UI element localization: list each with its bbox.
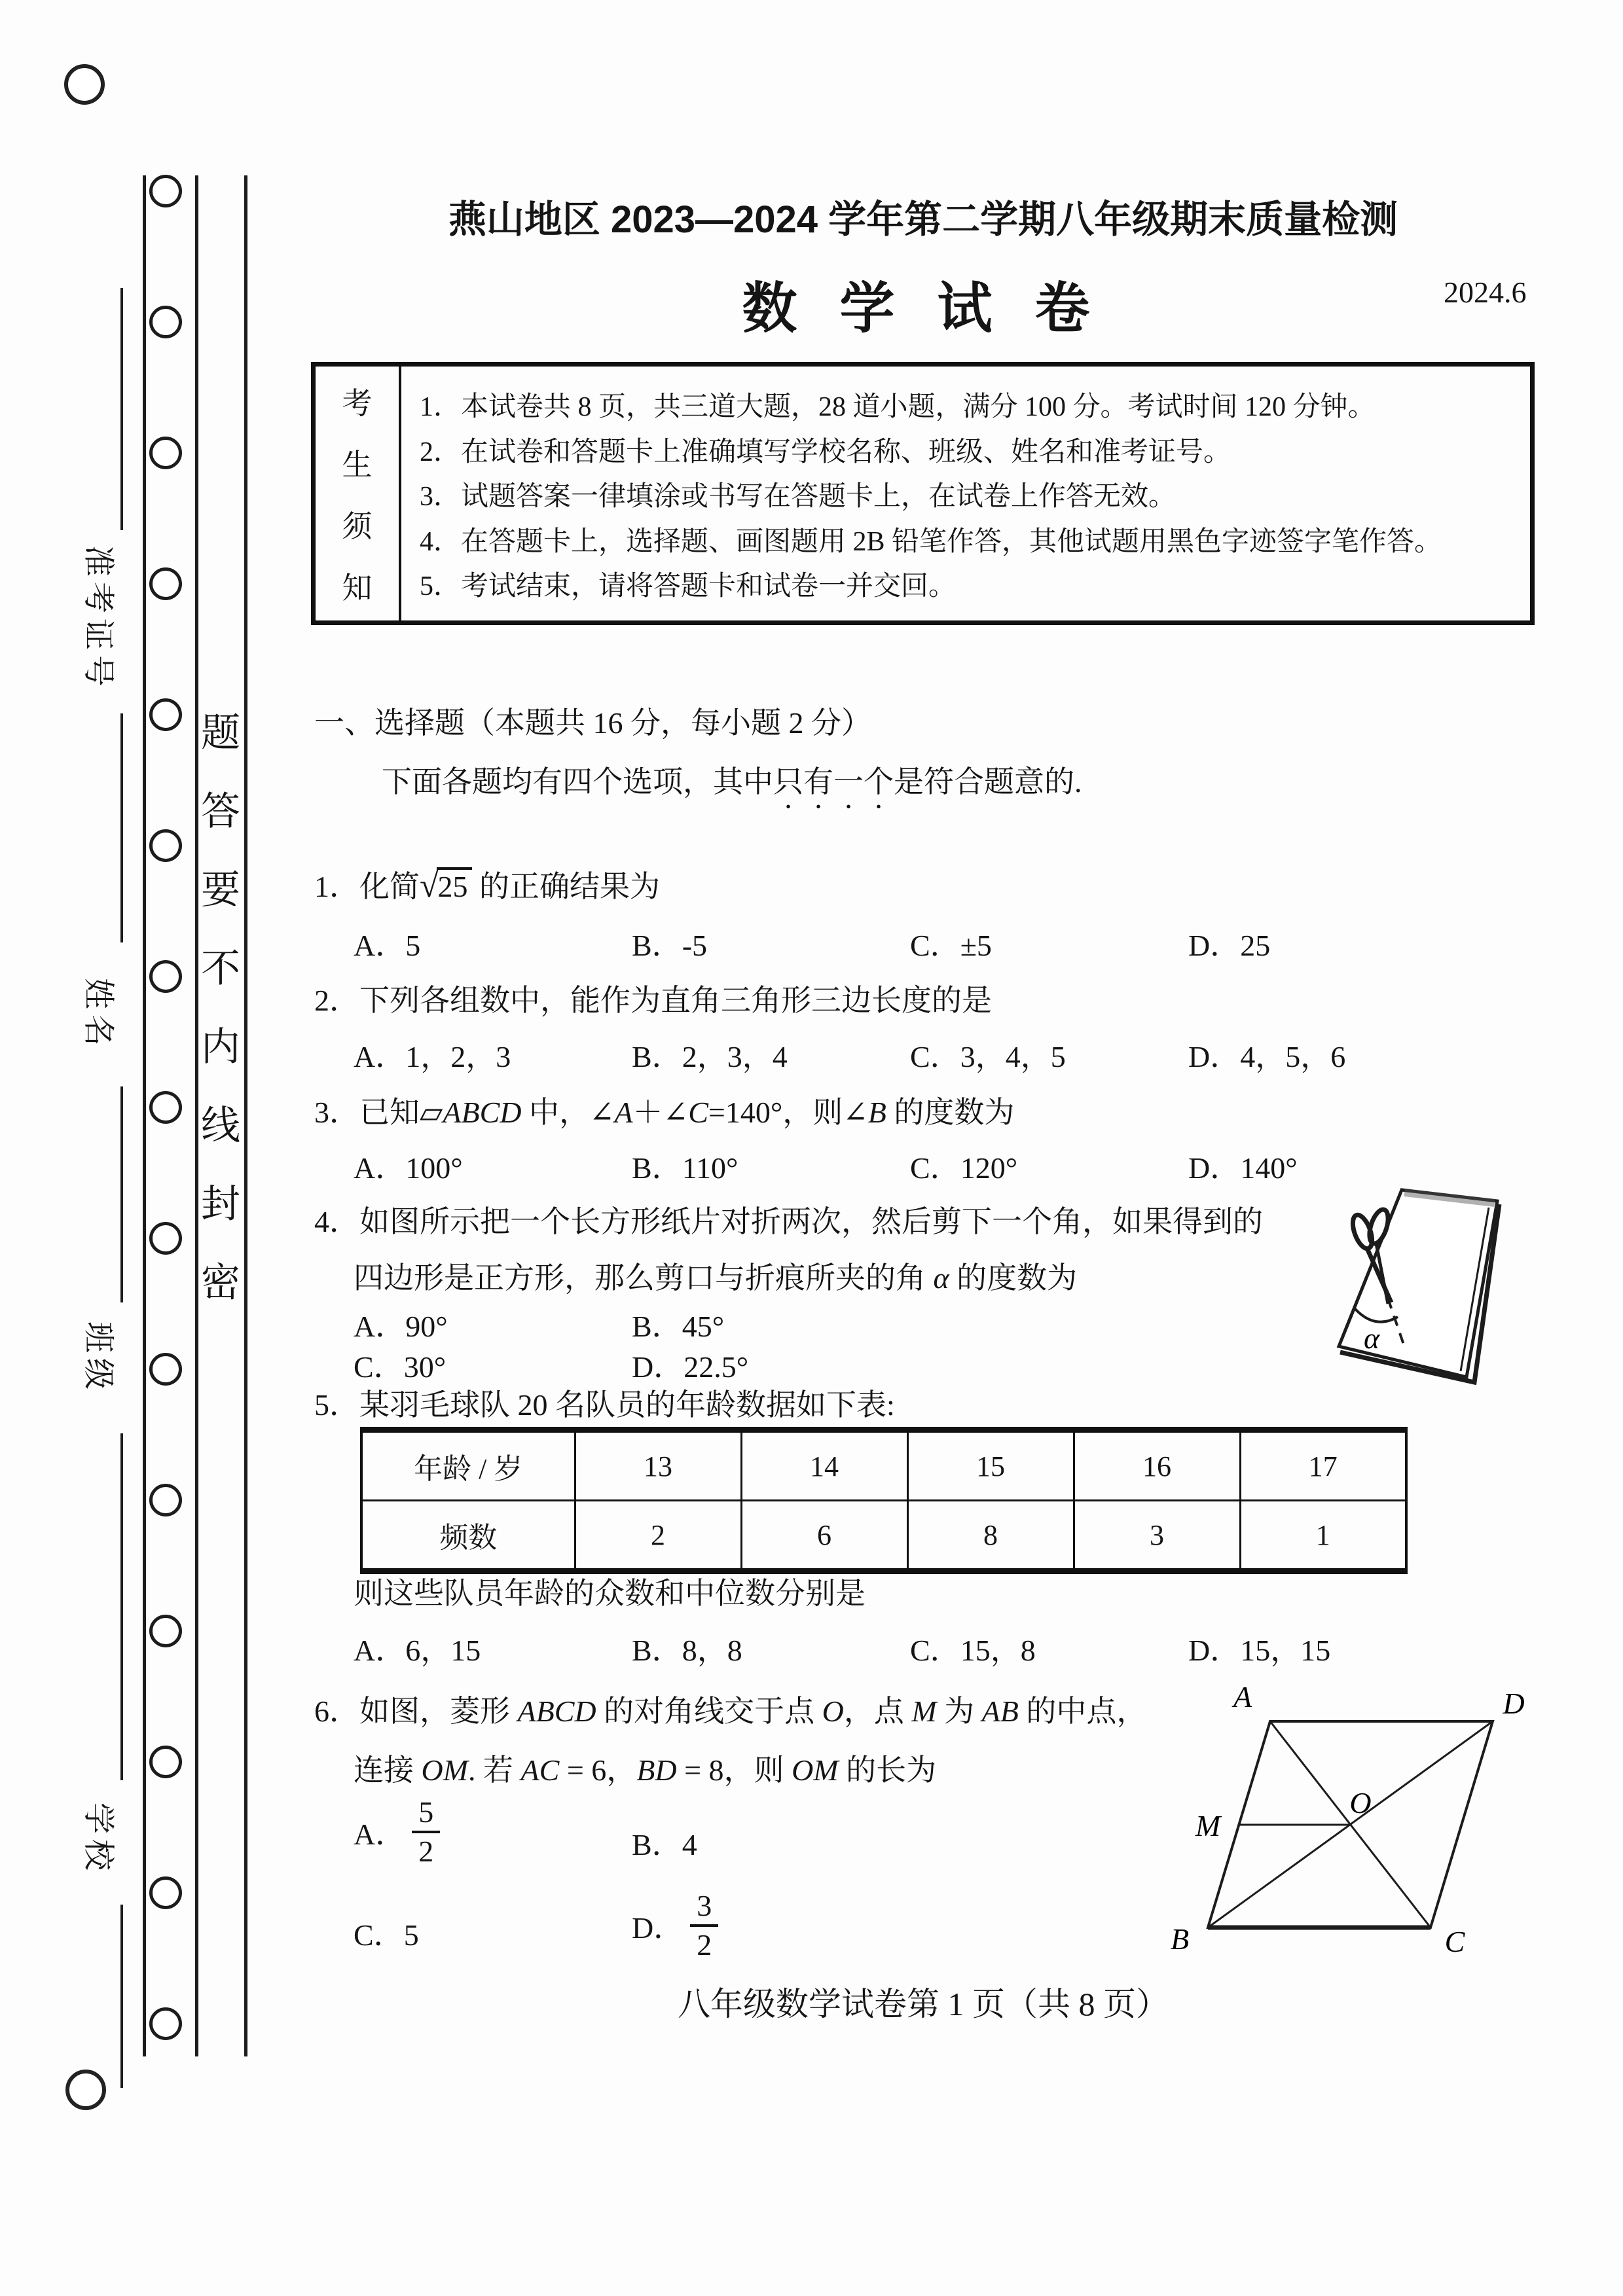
- folded-paper-figure: [1300, 1145, 1542, 1407]
- section-intro: [382, 758, 1082, 815]
- question-6-stem-line1: 6．如图，菱形 ABCD 的对角线交于点 O，点 M 为 AB 的中点，: [314, 1695, 1147, 1728]
- field-fill-line: [120, 1086, 123, 1302]
- punch-hole: [149, 175, 182, 207]
- question-5-substem: 则这些队员年龄的众数和中位数分别是: [354, 1577, 866, 1610]
- intro-emphasis: 只有一个: [773, 765, 894, 798]
- question-2-stem: 2．下列各组数中，能作为直角三角形三边长度的是: [314, 984, 992, 1017]
- exam-date: 2024.6: [1444, 276, 1527, 309]
- point-label-o: O: [1349, 1786, 1372, 1820]
- seal-warning-char: 题: [201, 711, 240, 755]
- vertex-label-d: D: [1503, 1687, 1525, 1720]
- fraction: $\frac{5}{2}$: [412, 1797, 440, 1868]
- q5-option-d: D．15，15: [1188, 1634, 1331, 1667]
- seal-warning-char: 封: [201, 1183, 240, 1226]
- square-root-expression: [420, 867, 472, 905]
- table-cell: 13: [575, 1430, 741, 1501]
- table-cell: 17: [1240, 1430, 1406, 1501]
- punch-hole: [149, 1353, 182, 1386]
- q4-option-b: B．45°: [632, 1310, 725, 1343]
- field-label-school: 学校: [81, 1802, 116, 1876]
- punch-hole: [149, 306, 182, 338]
- q6-option-d: D． $\frac{3}{2}$: [632, 1890, 718, 1962]
- q2-option-d: D．4，5，6: [1188, 1040, 1346, 1073]
- q2-option-c: C．3，4，5: [910, 1040, 1066, 1073]
- notice-items: [401, 367, 1530, 620]
- seal-warning-char: 答: [201, 790, 240, 833]
- seal-warning-char: 线: [201, 1104, 240, 1147]
- q4-option-d: D．22.5°: [632, 1350, 749, 1384]
- question-1-stem: [314, 863, 660, 906]
- vertex-label-a: A: [1233, 1680, 1252, 1713]
- punch-hole: [149, 1876, 182, 1909]
- notice-label-char: 知: [342, 571, 373, 605]
- punch-hole: [149, 960, 182, 993]
- q5-option-c: C．15，8: [910, 1634, 1036, 1667]
- table-cell: 15: [907, 1430, 1074, 1501]
- q6-option-a: A． $\frac{5}{2}$: [354, 1797, 440, 1868]
- notice-item: 4．在答题卡上，选择题、画图题用 2B 铅笔作答，其他试题用黑色字迹签字笔作答。: [420, 526, 1442, 557]
- q3-option-c: C．120°: [910, 1151, 1018, 1185]
- table-cell: 3: [1074, 1501, 1240, 1571]
- field-fill-line: [120, 713, 123, 942]
- seal-strip-line: [244, 175, 247, 2056]
- notice-label-char: 生: [342, 448, 373, 482]
- q3-option-d: D．140°: [1188, 1151, 1298, 1185]
- field-label-class: 班级: [81, 1321, 116, 1395]
- vertex-label-b: B: [1170, 1922, 1190, 1956]
- table-cell: 1: [1240, 1501, 1406, 1571]
- seal-warning-char: 密: [201, 1261, 240, 1304]
- punch-hole: [149, 698, 182, 731]
- seal-warning-char: 要: [201, 869, 240, 912]
- q4-option-a: A．90°: [354, 1310, 448, 1343]
- q2-option-b: B．2，3，4: [632, 1040, 788, 1073]
- q4-option-c: C．30°: [354, 1350, 447, 1384]
- field-fill-line: [120, 288, 123, 530]
- intro-pre: 下面各题均有四个选项，其中: [382, 765, 773, 798]
- question-4-stem-line2: 四边形是正方形，那么剪口与折痕所夹的角 α 的度数为: [354, 1261, 1078, 1295]
- q5-option-a: A．6，15: [354, 1634, 481, 1667]
- alpha-label: α: [1364, 1321, 1380, 1355]
- q1-stem-post: 的正确结果为: [471, 870, 661, 903]
- table-cell: 频数: [361, 1501, 575, 1571]
- fraction: $\frac{3}{2}$: [690, 1890, 718, 1962]
- question-3-stem: 3．已知▱ABCD 中，∠A＋∠C=140°，则∠B 的度数为: [314, 1096, 1015, 1129]
- footer-page-number: 八年级数学试卷第 1 页（共 8 页）: [678, 1986, 1169, 2022]
- seal-strip-line: [195, 175, 198, 2056]
- q3-option-a: A．100°: [354, 1151, 463, 1185]
- notice-item: 1．本试卷共 8 页，共三道大题，28 道小题，满分 100 分。考试时间 120 分钟。: [420, 392, 1376, 422]
- seal-warning-char: 内: [201, 1026, 240, 1069]
- field-fill-line: [120, 1433, 123, 1780]
- punch-hole: [149, 1746, 182, 1778]
- q1-option-b: B．-5: [632, 929, 708, 962]
- notice-item: 5．考试结束，请将答题卡和试卷一并交回。: [420, 571, 957, 601]
- punch-hole: [149, 1222, 182, 1255]
- notice-label-char: 须: [342, 510, 373, 543]
- field-label-admission-number: 准考证号: [81, 545, 116, 692]
- exam-title: 燕山地区 2023—2024 学年第二学期八年级期末质量检测: [448, 198, 1398, 241]
- question-6-stem-line2: 连接 OM. 若 AC = 6，BD = 8，则 OM 的长为: [354, 1753, 937, 1787]
- q1-option-a: A．5: [354, 929, 421, 962]
- punch-hole: [149, 1615, 182, 1647]
- q1-stem-pre: 1．化简: [314, 870, 420, 903]
- point-label-m: M: [1195, 1809, 1221, 1842]
- radical-sign: √: [420, 867, 439, 905]
- q6-option-b: B．4: [632, 1828, 697, 1861]
- notice-label: [316, 367, 401, 620]
- q1-option-c: C．±5: [910, 929, 992, 962]
- punch-hole: [149, 1484, 182, 1516]
- corner-punch-hole: [64, 64, 105, 105]
- table-cell: 8: [907, 1501, 1074, 1571]
- age-frequency-table: [360, 1427, 1408, 1574]
- table-cell: 16: [1074, 1430, 1240, 1501]
- punch-hole: [149, 567, 182, 600]
- table-cell: 2: [575, 1501, 741, 1571]
- field-fill-line: [120, 1905, 123, 2088]
- question-4-stem-line1: 4．如图所示把一个长方形纸片对折两次，然后剪下一个角，如果得到的: [314, 1205, 1263, 1238]
- table-cell: 年龄 / 岁: [361, 1430, 575, 1501]
- notice-item: 2．在试卷和答题卡上准确填写学校名称、班级、姓名和准考证号。: [420, 437, 1231, 467]
- table-row: [361, 1430, 1406, 1501]
- candidate-notice-box: [311, 362, 1535, 625]
- notice-label-char: 考: [342, 387, 373, 420]
- intro-post: 是符合题意的.: [894, 765, 1082, 798]
- table-row: [361, 1501, 1406, 1571]
- section-heading: 一、选择题（本题共 16 分，每小题 2 分）: [314, 706, 871, 740]
- field-label-name: 姓名: [81, 977, 116, 1052]
- seal-warning-char: 不: [201, 947, 240, 990]
- paper-title: 数 学 试 卷: [742, 279, 1104, 340]
- question-5-stem: 5．某羽毛球队 20 名队员的年龄数据如下表:: [314, 1388, 895, 1422]
- radicand: 25: [437, 867, 472, 903]
- q3-option-b: B．110°: [632, 1151, 739, 1185]
- corner-punch-hole: [65, 2070, 106, 2110]
- q2-option-a: A．1，2，3: [354, 1040, 511, 1073]
- notice-item: 3．试题答案一律填涂或书写在答题卡上，在试卷上作答无效。: [420, 482, 1176, 512]
- q6-option-c: C．5: [354, 1918, 419, 1952]
- punch-hole: [149, 437, 182, 469]
- q1-option-d: D．25: [1188, 929, 1271, 962]
- punch-hole: [149, 2007, 182, 2040]
- rhombus-figure: [1139, 1656, 1558, 1957]
- punch-hole: [149, 1091, 182, 1124]
- table-cell: 14: [741, 1430, 907, 1501]
- punch-hole: [149, 829, 182, 862]
- table-cell: 6: [741, 1501, 907, 1571]
- q5-option-b: B．8，8: [632, 1634, 742, 1667]
- vertex-label-c: C: [1444, 1925, 1465, 1957]
- seal-strip-line: [143, 175, 146, 2056]
